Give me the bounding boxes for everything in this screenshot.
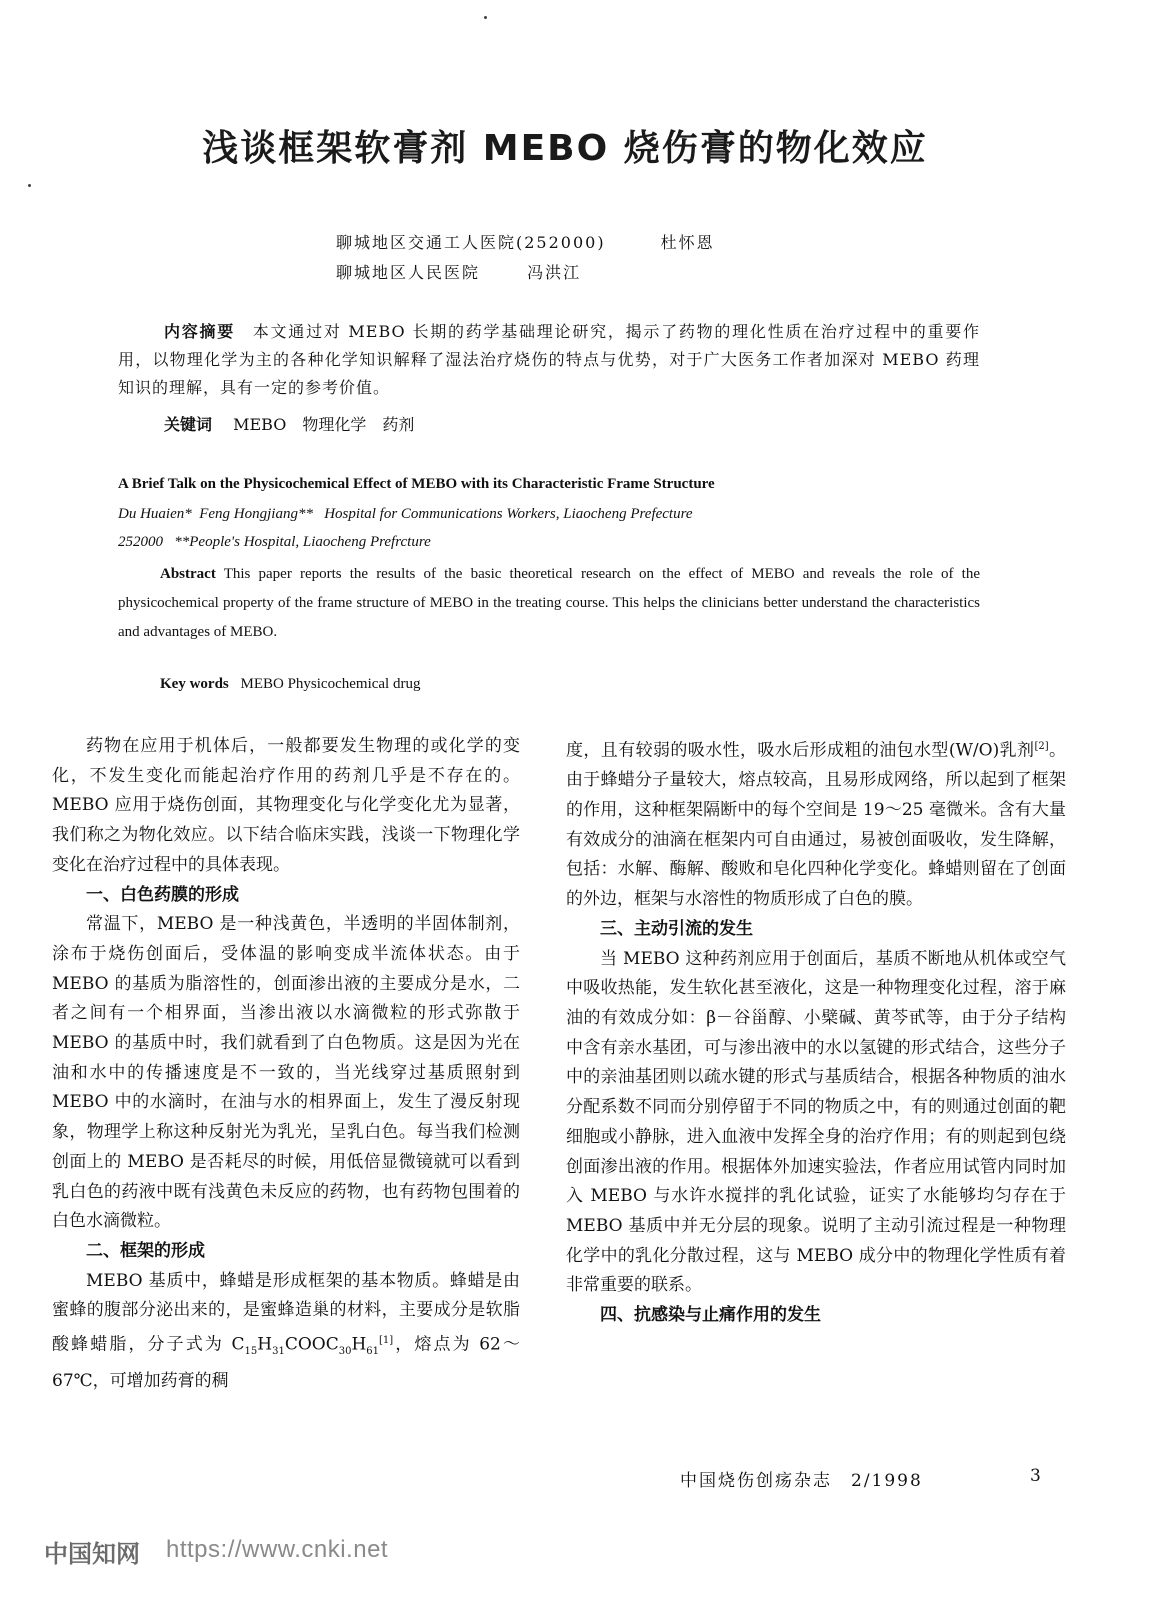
affiliation-1 (336, 230, 715, 253)
section-2-paragraph (52, 1267, 520, 1397)
section-2-text-b: ，熔点为 62～67℃，可增加药膏的稠 (52, 1334, 520, 1391)
cnki-watermark-logo: 中国知网 (44, 1540, 140, 1568)
intro-paragraph: 药物在应用于机体后，一般都要发生物理的或化学的变化，不发生变化而能起治疗作用的药剂几乎是不存在的。MEBO 应用于烧伤创面，其物理变化与化学变化尤为显著，我们称之为物化效应。以下结合临床实践，浅谈一下物理化学变化在治疗过程中的具体表现。 (52, 736, 520, 875)
english-abstract-text: This paper reports the results of the basic theoretical research on the effect of MEBO and reveals the role of the physicochemical property of the frame structure of MEBO in the treating course. This helps the clinicians better understand the characteristics and advantages of MEBO. (118, 566, 980, 640)
speck-mark (28, 184, 31, 187)
formula-part: H (257, 1334, 273, 1355)
english-title: A Brief Talk on the Physicochemical Effect of MEBO with its Characteristic Frame Structure (118, 476, 715, 492)
body-column-left (52, 732, 520, 1397)
formula-part: COOC (284, 1334, 339, 1355)
section-1-heading: 一、白色药膜的形成 (86, 884, 239, 905)
english-abstract (118, 560, 980, 647)
formula-subscript: 61 (366, 1346, 379, 1358)
keywords-cn-items: MEBO 物理化学 药剂 (233, 415, 415, 434)
affiliation-2 (336, 260, 581, 283)
keywords-cn (164, 412, 414, 435)
reference-marker: [1] (379, 1335, 394, 1347)
english-keywords-label: Key words (160, 676, 229, 692)
section-2-cont-a: 度，且有较弱的吸水性，吸水后形成粗的油包水型(W/O)乳剂 (566, 740, 1035, 761)
speck-mark (484, 16, 487, 19)
abstract-cn-text: 本文通过对 MEBO 长期的药学基础理论研究，揭示了药物的理化性质在治疗过程中的重要作用，以物理化学为主的各种化学知识解释了湿法治疗烧伤的特点与优势，对于广大医务工作者加深对 MEBO 药理知识的理解，具有一定的参考价值。 (118, 322, 980, 397)
english-authors-line1: Du Huaien* Feng Hongjiang** Hospital for Communications Workers, Liaocheng Prefecture (118, 506, 693, 522)
section-2-continued (566, 732, 1066, 915)
formula-subscript: 15 (244, 1346, 258, 1358)
formula-subscript: 30 (338, 1346, 352, 1358)
section-2-cont-b: 。由于蜂蜡分子量较大，熔点较高，且易形成网络，所以起到了框架的作用，这种框架隔断中的每个空间是 19～25 毫微米。含有大量有效成分的油滴在框架内可自由通过，易被创面吸收，发生降解，包括：水解、酶解、酸败和皂化四种化学变化。蜂蜡则留在了创面的外边，框架与水溶性的物质形成了白色的膜。 (566, 740, 1067, 910)
section-3-heading: 三、主动引流的发生 (600, 918, 753, 939)
section-1-paragraph: 常温下，MEBO 是一种浅黄色，半透明的半固体制剂，涂布于烧伤创面后，受体温的影响变成半流体状态。由于 MEBO 的基质为脂溶性的，创面渗出液的主要成分是水，二者之间有一个相界面，当渗出液以水滴微粒的形式弥散于 MEBO 的基质中时，我们就看到了白色物质。这是因为光在油和水中的传播速度是不一致的，当光线穿过基质照射到 MEBO 中的水滴时，在油与水的相界面上，发生了漫反射现象，物理学上称这种反射光为乳光，呈乳白色。每当我们检测创面上的 MEBO 是否耗尽的时候，用低倍显微镜就可以看到乳白色的药液中既有浅黄色未反应的药物，也有药物包围着的白色水滴微粒。 (52, 914, 520, 1232)
section-4-heading: 四、抗感染与止痛作用的发生 (600, 1305, 821, 1326)
abstract-cn (118, 318, 980, 402)
english-authors-line2: 252000 **People's Hospital, Liaocheng Prefrcture (118, 534, 431, 550)
english-keywords-text: MEBO Physicochemical drug (240, 676, 421, 692)
reference-marker: [2] (1034, 741, 1049, 752)
body-column-right (566, 732, 1066, 1331)
keywords-cn-label: 关键词 (164, 415, 213, 434)
paper-title: 浅谈框架软膏剂 MEBO 烧伤膏的物化效应 (202, 128, 928, 169)
english-abstract-label: Abstract (160, 566, 216, 582)
abstract-cn-label: 内容摘要 (164, 322, 236, 341)
section-2-heading: 二、框架的形成 (86, 1240, 205, 1261)
section-2-text-a: MEBO 基质中，蜂蜡是形成框架的基本物质。蜂蜡是由蜜蜂的腹部分泌出来的，是蜜蜂造巢的材料，主要成分是软脂酸蜂蜡脂，分子式为 C (52, 1270, 520, 1355)
formula-part: H (351, 1334, 367, 1355)
section-3-paragraph: 当 MEBO 这种药剂应用于创面后，基质不断地从机体或空气中吸收热能，发生软化甚至液化，这是一种物理变化过程，溶于麻油的有效成分如：β－谷甾醇、小檗碱、黄芩甙等，由于分子结构中含有亲水基团，可与渗出液中的水以氢键的形式结合，这些分子中的亲油基团则以疏水键的形式与基质结合，根据各种物质的油水分配系数不同而分别停留于不同的物质之中，有的则通过创面的靶细胞或小静脉，进入血液中发挥全身的治疗作用；有的则起到包绕创面渗出液的作用。根据体外加速实验法，作者应用试管内同时加入 MEBO 与水许水搅拌的乳化试验，证实了水能够均匀存在于 MEBO 基质中并无分层的现象。说明了主动引流过程是一种物理化学中的乳化分散过程，这与 MEBO 成分中的物理化学性质有着非常重要的联系。 (566, 948, 1066, 1296)
affiliation-org: 聊城地区交通工人医院(252000) (336, 233, 606, 252)
cnki-watermark-url[interactable]: https://www.cnki.net (166, 1536, 389, 1563)
affiliation-author: 杜怀恩 (660, 233, 715, 252)
journal-footer: 中国烧伤创疡杂志 2/1998 (680, 1471, 923, 1491)
page-number: 3 (1030, 1466, 1041, 1486)
english-keywords (160, 676, 420, 693)
formula-subscript: 31 (272, 1346, 285, 1358)
affiliation-org: 聊城地区人民医院 (336, 263, 481, 282)
affiliation-author: 冯洪江 (527, 263, 582, 282)
